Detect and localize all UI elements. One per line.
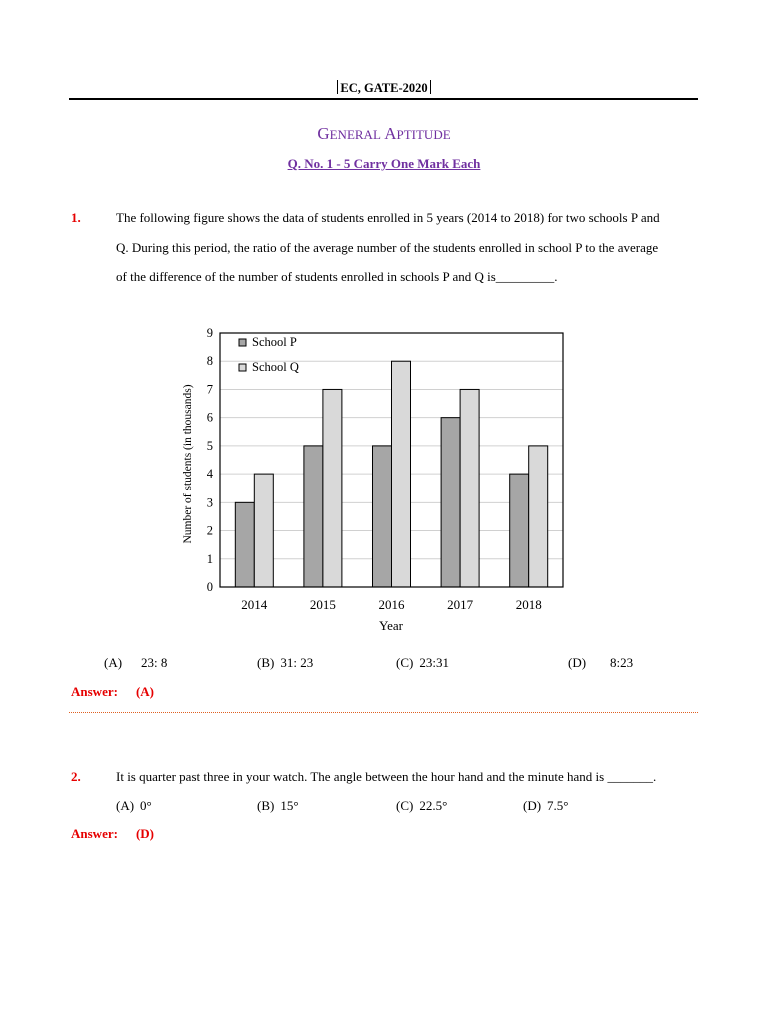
q2-option-b-value: 15° — [280, 798, 299, 813]
y-tick-label: 4 — [206, 467, 213, 482]
bar-school-p-2014 — [235, 502, 254, 587]
q1-option-d[interactable] — [568, 655, 633, 671]
q1-option-c-label: (C) — [396, 655, 414, 670]
x-axis-label: Year — [379, 618, 403, 633]
q1-option-d-label: (D) — [568, 655, 587, 670]
legend-label-p: School P — [252, 335, 297, 349]
q2-answer-label: Answer: — [71, 826, 118, 841]
y-tick-label: 6 — [206, 410, 213, 425]
q1-text — [116, 203, 706, 292]
section-title-a: A — [384, 124, 397, 143]
section-title-eneral: ENERAL — [329, 127, 381, 142]
x-tick-label: 2014 — [241, 597, 268, 612]
q2-option-c[interactable] — [396, 798, 447, 814]
q1-option-c-value: 23:31 — [419, 655, 449, 670]
page-header — [0, 80, 768, 96]
header-bar-left — [337, 80, 338, 94]
q2-number: 2. — [71, 769, 81, 784]
q1-line-3: of the difference of the number of students enrolled in schools P and Q is_________. — [116, 269, 558, 284]
y-tick-label: 5 — [206, 438, 213, 453]
q2-option-c-value: 22.5° — [419, 798, 448, 813]
bar-school-p-2018 — [510, 474, 529, 587]
header-bar-right — [430, 80, 431, 94]
bar-school-q-2014 — [254, 474, 273, 587]
legend-label-q: School Q — [252, 360, 299, 374]
q2-text: It is quarter past three in your watch. The angle between the hour hand and the minute hand is _______. — [116, 769, 657, 784]
q1-option-a[interactable] — [104, 655, 167, 671]
bar-school-q-2015 — [323, 389, 342, 587]
q1-option-d-value: 8:23 — [610, 655, 634, 670]
q1-answer-label: Answer: — [71, 684, 118, 699]
y-tick-labels — [207, 326, 214, 594]
legend-swatch-q — [239, 364, 246, 371]
q2-option-a-value: 0° — [140, 798, 152, 813]
q2-option-b[interactable] — [257, 798, 299, 814]
q2-option-c-label: (C) — [396, 798, 414, 813]
q2-answer-value: (D) — [135, 826, 154, 841]
q1-answer-value: (A) — [135, 684, 154, 699]
q2-option-d[interactable] — [523, 798, 569, 814]
section-subtitle: Q. No. 1 - 5 Carry One Mark Each — [287, 156, 481, 171]
y-tick-label: 7 — [206, 382, 213, 397]
q1-option-b-label: (B) — [257, 655, 275, 670]
legend-swatch-p — [239, 339, 246, 346]
y-tick-label: 3 — [206, 495, 213, 510]
bar-school-q-2016 — [392, 361, 411, 587]
x-tick-labels — [241, 597, 541, 612]
q1-line-2: Q. During this period, the ratio of the average number of the students enrolled in school P to the average — [116, 239, 659, 255]
q2-option-d-value: 7.5° — [547, 798, 569, 813]
section-title — [0, 124, 768, 144]
y-tick-label: 2 — [206, 523, 213, 538]
q1-answer — [71, 684, 154, 700]
y-tick-label: 0 — [206, 580, 213, 594]
x-tick-label: 2017 — [447, 597, 474, 612]
section-title-ptitude: PTITUDE — [396, 127, 451, 142]
y-tick-label: 1 — [206, 551, 213, 566]
y-tick-label: 8 — [206, 354, 213, 369]
q2-option-b-label: (B) — [257, 798, 275, 813]
bar-school-p-2016 — [373, 446, 392, 587]
x-tick-label: 2015 — [309, 597, 336, 612]
header-rule — [69, 98, 698, 100]
bar-school-p-2017 — [441, 418, 460, 587]
x-tick-label: 2018 — [515, 597, 542, 612]
bar-chart — [160, 318, 600, 638]
q1-option-b[interactable] — [257, 655, 313, 671]
question-divider — [69, 712, 698, 713]
q1-option-c[interactable] — [396, 655, 449, 671]
q2-option-d-label: (D) — [523, 798, 542, 813]
header-title: EC, GATE-2020 — [340, 81, 428, 95]
q1-option-b-value: 31: 23 — [280, 655, 314, 670]
bar-school-q-2018 — [529, 446, 548, 587]
section-title-g: G — [317, 124, 330, 143]
q1-number: 1. — [71, 210, 81, 225]
q2-option-a-label: (A) — [116, 798, 135, 813]
y-tick-label: 9 — [206, 326, 213, 340]
bar-school-p-2015 — [304, 446, 323, 587]
x-tick-label: 2016 — [378, 597, 405, 612]
q2-option-a[interactable] — [116, 798, 152, 814]
q2-answer — [71, 826, 154, 842]
q1-option-a-value: 23: 8 — [141, 655, 168, 670]
q1-option-a-label: (A) — [104, 655, 123, 670]
y-axis-label: Number of students (in thousands) — [182, 384, 194, 544]
chart-legend — [239, 335, 299, 374]
bar-school-q-2017 — [460, 389, 479, 587]
q1-line-1: The following figure shows the data of students enrolled in 5 years (2014 to 2018) for two schools P and — [116, 210, 660, 225]
